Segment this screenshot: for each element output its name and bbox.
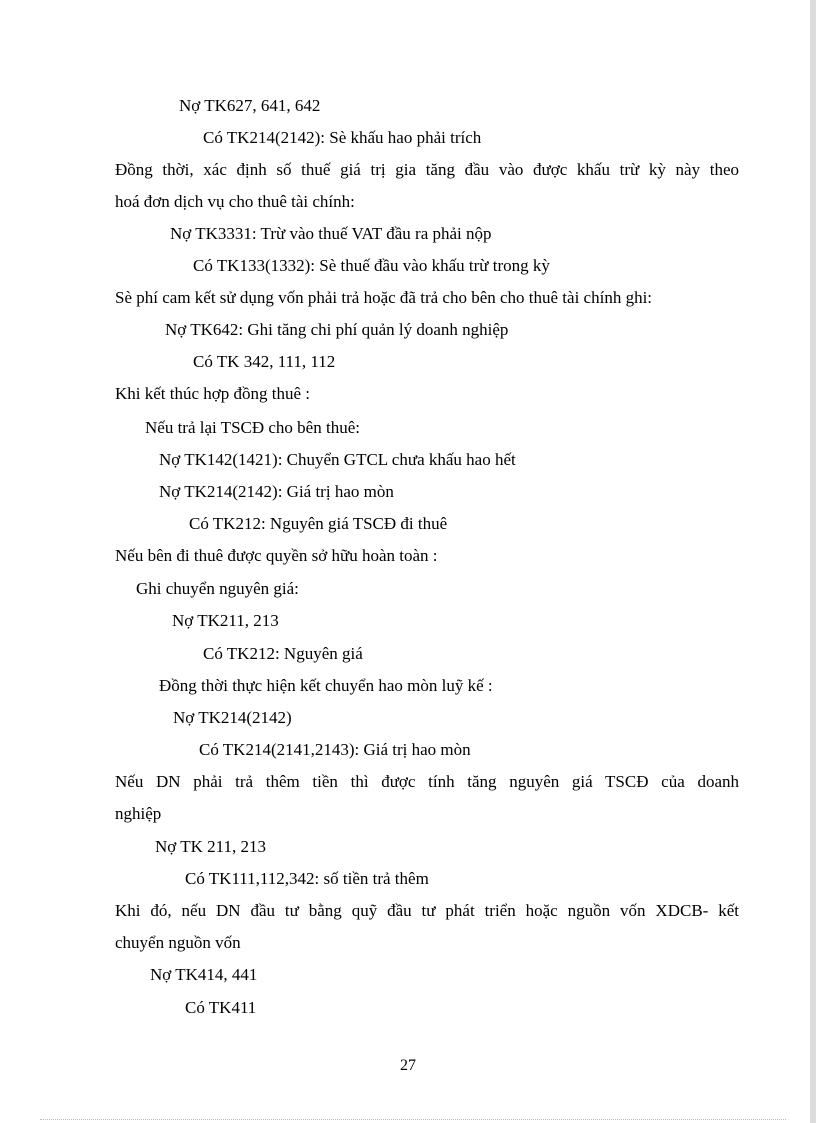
text-line: Nợ TK142(1421): Chuyển GTCL chưa khấu hao hết	[159, 450, 516, 469]
text-line: nghiệp	[115, 804, 162, 823]
text-line: Có TK133(1332): Sè thuế đầu vào khấu trừ trong kỳ	[193, 256, 550, 275]
text-line: Nợ TK627, 641, 642	[179, 96, 321, 115]
text-line: Sè phí cam kết sử dụng vốn phải trả hoặc đã trả cho bên cho thuê tài chính ghi:	[115, 288, 653, 307]
text-line: Nếu trả lại TSCĐ cho bên thuê:	[145, 418, 360, 437]
page-bottom-rule	[40, 1119, 786, 1120]
text-line: Nợ TK642: Ghi tăng chi phí quản lý doanh nghiệp	[165, 320, 509, 339]
text-line: Ghi chuyển nguyên giá:	[136, 579, 299, 598]
text-line: Nợ TK214(2142)	[173, 708, 292, 727]
text-line: Có TK 342, 111, 112	[193, 352, 336, 371]
text-line: chuyển nguồn vốn	[115, 933, 241, 952]
text-line: Có TK411	[185, 998, 257, 1017]
text-line: Nợ TK 211, 213	[155, 837, 266, 856]
text-line: Có TK214(2142): Sè khấu hao phải trích	[203, 128, 482, 147]
text-line: Có TK212: Nguyên giá TSCĐ đi thuê	[189, 514, 448, 533]
text-line: Đồng thời, xác định số thuế giá trị gia tăng đầu vào được khấu trừ kỳ này theo	[115, 160, 739, 179]
text-line: Có TK111,112,342: số tiền trả thêm	[185, 869, 429, 888]
text-line: Nếu bên đi thuê được quyền sở hữu hoàn toàn :	[115, 546, 438, 565]
text-line: Nếu DN phải trả thêm tiền thì được tính tăng nguyên giá TSCĐ của doanh	[115, 772, 739, 791]
text-line: Đồng thời thực hiện kết chuyển hao mòn luỹ kế :	[159, 676, 493, 695]
text-line: Nợ TK414, 441	[150, 965, 258, 984]
text-line: Nợ TK211, 213	[172, 611, 279, 630]
text-line: hoá đơn dịch vụ cho thuê tài chính:	[115, 192, 355, 211]
page-edge-shadow	[810, 0, 816, 1123]
text-line: Khi kết thúc hợp đồng thuê :	[115, 384, 311, 403]
text-line: Nợ TK3331: Trừ vào thuế VAT đầu ra phải nộp	[170, 224, 492, 243]
text-line: Có TK212: Nguyên giá	[203, 644, 363, 663]
page-number: 27	[400, 1057, 416, 1074]
text-line: Khi đó, nếu DN đầu tư bằng quỹ đầu tư phát triển hoặc nguồn vốn XDCB- kết	[115, 901, 739, 920]
text-line: Nợ TK214(2142): Giá trị hao mòn	[159, 482, 394, 501]
text-line: Có TK214(2141,2143): Giá trị hao mòn	[199, 740, 471, 759]
